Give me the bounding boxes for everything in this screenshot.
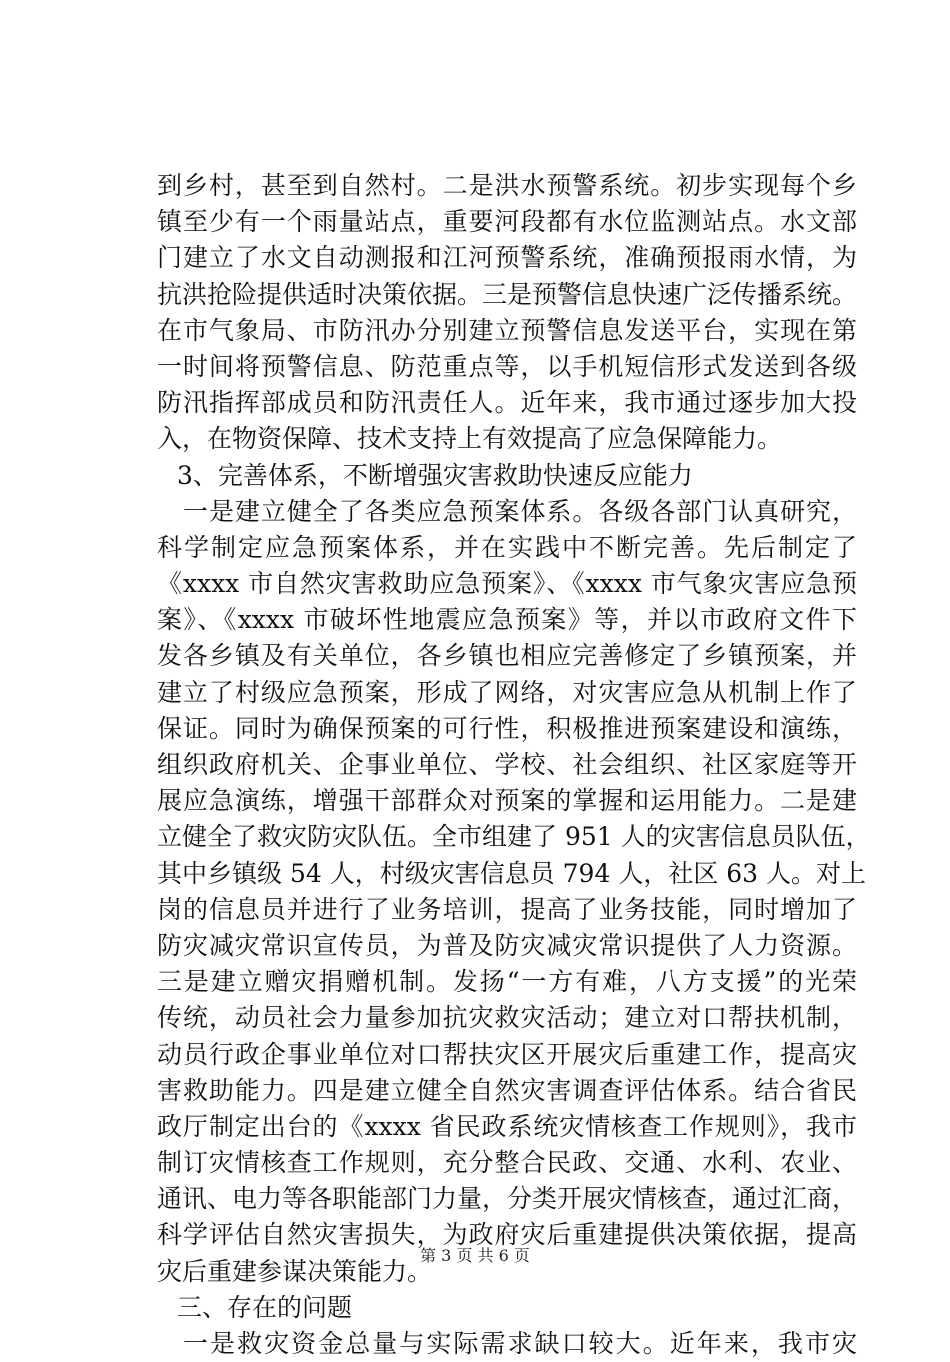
text-line: 防灾减灾常识宣传员，为普及防灾减灾常识提供了人力资源。 xyxy=(157,930,857,960)
section-heading: 3、完善体系，不断增强灾害救助快速反应能力 xyxy=(177,460,693,490)
body-text xyxy=(157,168,871,1362)
text-line: 科学制定应急预案体系，并在实践中不断完善。先后制定了 xyxy=(157,532,857,562)
text-line: 岗的信息员并进行了业务培训，提高了业务技能，同时增加了 xyxy=(157,894,857,924)
page-number-footer: 第 3 页 共 6 页 xyxy=(420,1246,530,1265)
text-line: 镇至少有一个雨量站点，重要河段都有水位监测站点。水文部 xyxy=(157,207,857,237)
text-line: 通讯、电力等各职能部门力量，分类开展灾情核查，通过汇商， xyxy=(157,1184,858,1214)
text-line: 案》、《xxxx 市破坏性地震应急预案》等，并以市政府文件下 xyxy=(157,605,857,635)
text-line: 一是建立健全了各类应急预案体系。各级各部门认真研究， xyxy=(183,496,857,526)
text-line: 立健全了救灾防灾队伍。全市组建了 951 人的灾害信息员队伍， xyxy=(157,822,871,852)
text-line: 抗洪抢险提供适时决策依据。三是预警信息快速广泛传播系统。 xyxy=(157,279,858,309)
text-line: 《xxxx 市自然灾害救助应急预案》、《xxxx 市气象灾害应急预 xyxy=(157,569,857,599)
text-line: 建立了村级应急预案，形成了网络，对灾害应急从机制上作了 xyxy=(157,677,857,707)
text-line: 政厅制定出台的《xxxx 省民政系统灾情核查工作规则》，我市 xyxy=(157,1111,857,1141)
text-line: 防汛指挥部成员和防汛责任人。近年来，我市通过逐步加大投 xyxy=(157,388,857,418)
text-line: 组织政府机关、企事业单位、学校、社会组织、社区家庭等开 xyxy=(157,750,857,779)
text-line: 展应急演练，增强干部群众对预案的掌握和运用能力。二是建 xyxy=(157,786,857,816)
text-line: 动员行政企事业单位对口帮扶灾区开展灾后重建工作，提高灾 xyxy=(157,1039,857,1069)
text-line: 科学评估自然灾害损失，为政府灾后重建提供决策依据，提高 xyxy=(157,1220,857,1250)
text-line: 传统，动员社会力量参加抗灾救灾活动；建立对口帮扶机制， xyxy=(157,1003,857,1033)
text-line: 三是建立赠灾捐赠机制。发扬“一方有难，八方支援”的光荣 xyxy=(157,967,857,997)
section-heading: 三、存在的问题 xyxy=(177,1292,353,1322)
text-line: 入，在物资保障、技术支持上有效提高了应急保障能力。 xyxy=(157,424,783,454)
text-line: 在市气象局、市防汛办分别建立预警信息发送平台，实现在第 xyxy=(157,315,857,345)
text-line: 制订灾情核查工作规则，充分整合民政、交通、水利、农业、 xyxy=(157,1148,857,1178)
text-line: 一时间将预警信息、防范重点等，以手机短信形式发送到各级 xyxy=(157,351,857,381)
text-line: 到乡村，甚至到自然村。二是洪水预警系统。初步实现每个乡 xyxy=(157,171,857,200)
text-line: 门建立了水文自动测报和江河预警系统，准确预报雨水情，为 xyxy=(157,243,857,273)
text-line: 害救助能力。四是建立健全自然灾害调查评估体系。结合省民 xyxy=(157,1075,857,1105)
text-line: 其中乡镇级 54 人，村级灾害信息员 794 人，社区 63 人。对上 xyxy=(157,858,867,888)
text-line: 灾后重建参谋决策能力。 xyxy=(157,1256,433,1286)
text-line: 保证。同时为确保预案的可行性，积极推进预案建设和演练， xyxy=(157,713,857,743)
text-line: 一是救灾资金总量与实际需求缺口较大。近年来，我市灾 xyxy=(183,1329,857,1358)
text-line: 发各乡镇及有关单位，各乡镇也相应完善修定了乡镇预案，并 xyxy=(157,641,857,671)
